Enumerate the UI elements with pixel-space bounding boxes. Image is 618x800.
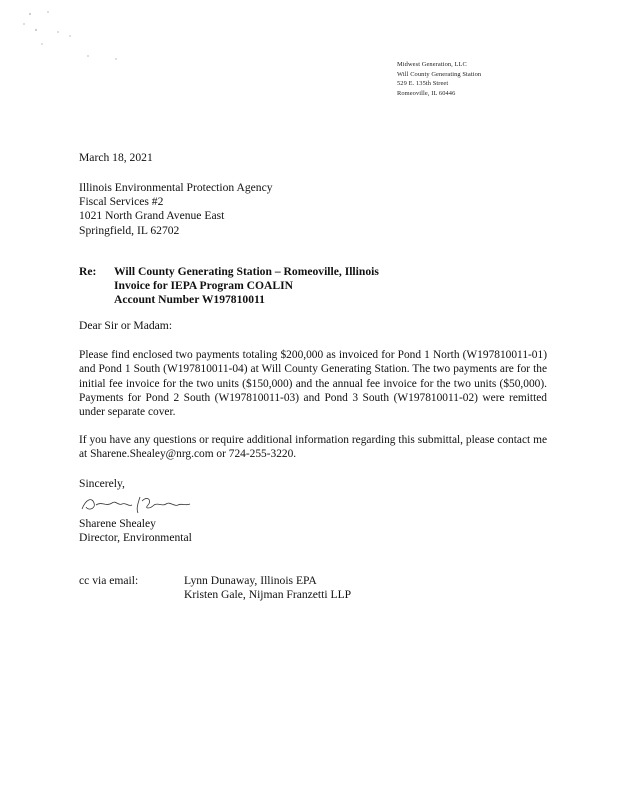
letterhead-street: 529 E. 135th Street [397, 80, 449, 88]
letterhead-address [397, 60, 547, 98]
scan-specks [18, 10, 128, 70]
signer-title: Director, Environmental [79, 531, 192, 545]
body-paragraph-contact: If you have any questions or require additional information regarding this submittal, please contact me at Sharene.Shealey@nrg.com or 724-255-3220. [79, 434, 547, 461]
subject-block [114, 265, 379, 308]
subject-invoice: Invoice for IEPA Program COALIN [114, 279, 294, 293]
body-paragraph-payments: Please find enclosed two payments totaling $200,000 as invoiced for Pond 1 North (W197810011-01) and Pond 1 South (W197810011-04) at Will County Generating Station. The two payments are for the initial fee invoice for the two units ($150,000) and the annual fee invoice for the two units ($50,000). Payments for Pond 2 South (W197810011-03) and Pond 3 South (W197810011-02) were remitted under separate cover. [79, 349, 547, 419]
recipient-department: Fiscal Services #2 [79, 195, 164, 209]
recipient-address [79, 181, 273, 238]
cc-recipient: Lynn Dunaway, Illinois EPA [184, 574, 317, 587]
cc-recipients [184, 574, 351, 602]
signer-block [79, 517, 192, 545]
cc-label: cc via email: [79, 574, 139, 587]
letterhead-station: Will County Generating Station [397, 70, 482, 78]
signer-name: Sharene Shealey [79, 517, 156, 530]
recipient-agency: Illinois Environmental Protection Agency [79, 181, 273, 194]
handwritten-signature [78, 491, 208, 517]
recipient-street: 1021 North Grand Avenue East [79, 209, 225, 223]
letter-date: March 18, 2021 [79, 151, 153, 164]
cc-recipient: Kristen Gale, Nijman Franzetti LLP [184, 588, 352, 602]
closing: Sincerely, [79, 477, 125, 490]
letterhead-company: Midwest Generation, LLC [397, 61, 467, 68]
subject-account: Account Number W197810011 [114, 293, 265, 307]
recipient-city: Springfield, IL 62702 [79, 223, 180, 237]
subject-label: Re: [79, 265, 97, 278]
salutation: Dear Sir or Madam: [79, 319, 173, 332]
letterhead-city: Romeoville, IL 60446 [397, 89, 456, 97]
subject-station: Will County Generating Station – Romeoville, Illinois [114, 265, 379, 278]
